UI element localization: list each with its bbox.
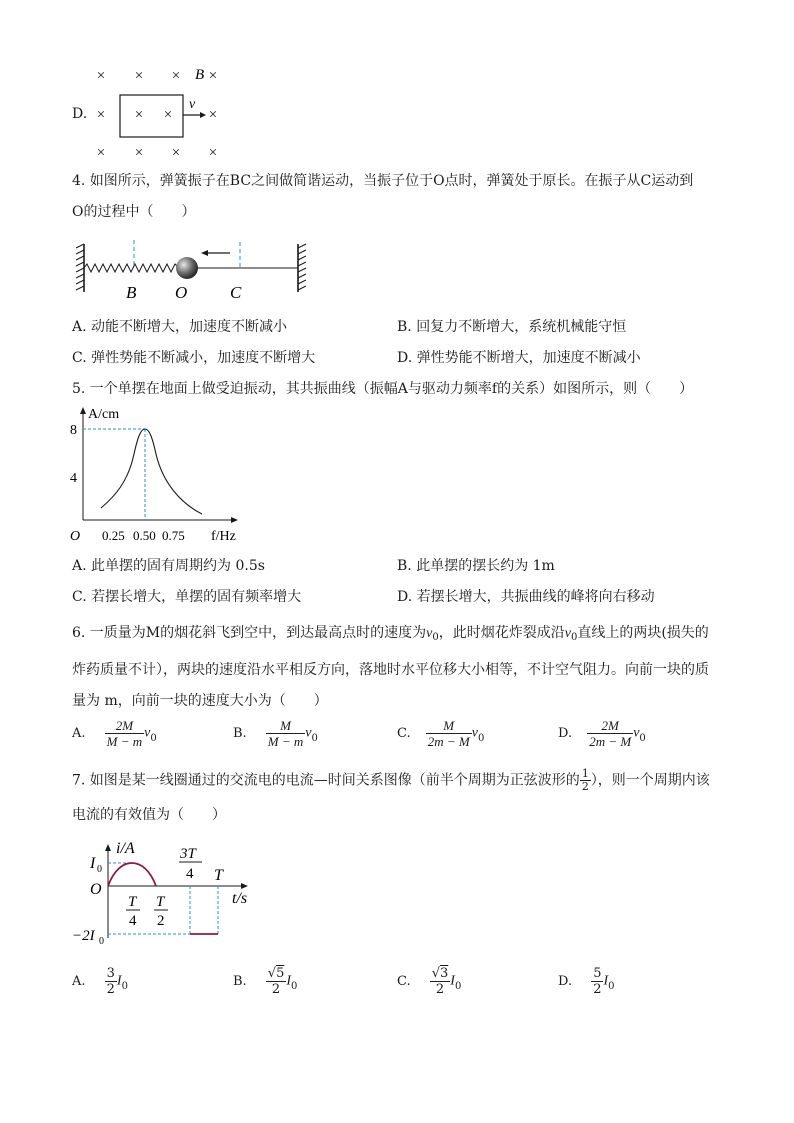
x-tick-050: 0.50 xyxy=(133,528,156,543)
label-o: O xyxy=(175,283,188,302)
q3-magnetic-field-figure xyxy=(88,62,228,162)
fraction: $\frac{M}{2m - M}$ xyxy=(427,718,470,749)
y-tick-8: 8 xyxy=(70,423,77,438)
fraction: $\frac{1}{2}$ xyxy=(581,767,589,793)
sine-half-wave xyxy=(108,863,156,886)
q7-option-a[interactable]: A. $\frac{3}{2}$ $I_0$ xyxy=(72,966,128,997)
q4-option-a[interactable]: A. 动能不断增大，加速度不断减小 xyxy=(72,319,288,335)
fraction: $\frac{2M}{2m - M}$ xyxy=(589,718,632,749)
q4-option-b[interactable]: B. 回复力不断增大，系统机械能守恒 xyxy=(397,319,627,335)
q6-line1-part2: ，此时烟花炸裂成沿 xyxy=(438,625,565,641)
x-axis-label: f/Hz xyxy=(211,529,236,544)
q7-option-b[interactable]: B. $\frac{√5}{2}$ $I_0$ xyxy=(233,966,298,997)
svg-text:0: 0 xyxy=(97,864,102,875)
tick-t4-den: 4 xyxy=(129,913,137,929)
field-mark: × xyxy=(96,68,106,84)
field-mark: × xyxy=(134,68,144,84)
y-tick-4: 4 xyxy=(70,471,77,486)
fraction: $\frac{√5}{2}$ xyxy=(267,966,285,997)
q6-option-a[interactable]: A. $\frac{2M}{M - m}$ $v_0$ xyxy=(72,718,157,749)
q7-question-line1: 7. 如图是某一线圈通过的交流电的电流—时间关系图像（前半个周期为正弦波形的 $\frac{1}{2}$ ），则一个周期内该 xyxy=(72,767,710,793)
resonance-curve xyxy=(101,429,202,514)
fraction: $\frac{√3}{2}$ xyxy=(431,966,449,997)
coil-rectangle xyxy=(120,95,183,137)
q7-current-time-graph xyxy=(70,836,270,948)
x-tick-025: 0.25 xyxy=(102,528,125,543)
y-axis-label: i/A xyxy=(116,840,135,857)
q6-option-d[interactable]: D. $\frac{2M}{2m - M}$ $v_0$ xyxy=(558,718,646,749)
q4-question-line1: 4. 如图所示，弹簧振子在BC之间做简谐运动，当振子位于O点时，弹簧处于原长。在振子从C运动到 xyxy=(72,173,694,189)
field-mark: × xyxy=(208,107,218,123)
origin-label: O xyxy=(90,881,102,898)
fraction: $\frac{M}{M - m}$ xyxy=(267,718,304,749)
velocity-label: v xyxy=(189,97,196,112)
q6-option-b[interactable]: B. $\frac{M}{M - m}$ $v_0$ xyxy=(233,718,318,749)
field-mark: × xyxy=(171,68,181,84)
q6-question-line1 xyxy=(72,624,709,647)
v0-sub: 0 xyxy=(432,632,439,643)
tick-3t4-den: 4 xyxy=(186,866,194,882)
tick-t2-num: T xyxy=(156,894,165,910)
q6-line1-part1: 6. 一质量为M的烟花斜飞到空中，到达最高点时的速度为 xyxy=(72,625,427,641)
field-mark: × xyxy=(208,145,218,161)
q6-option-c[interactable]: C. $\frac{M}{2m - M}$ $v_0$ xyxy=(397,718,485,749)
spring xyxy=(84,264,179,272)
q3-option-d-label: D. xyxy=(72,106,88,122)
q6-question-line2: 炸药质量不计），两块的速度沿水平相反方向，落地时水平位移大小相等，不计空气阻力。向前一块的质 xyxy=(72,662,709,678)
q6-line1-part3: 直线上的两块(损失的 xyxy=(577,625,709,641)
field-mark: × xyxy=(96,145,106,161)
i0-label: I xyxy=(90,855,96,872)
tick-3t4-num: 3T xyxy=(180,846,196,862)
label-c: C xyxy=(230,283,242,302)
svg-text:0: 0 xyxy=(99,936,104,947)
q4-question-line2: O的过程中（ ） xyxy=(72,204,196,220)
q5-question: 5. 一个单摆在地面上做受迫振动，其共振曲线（振幅A与驱动力频率f的关系）如图所示，则（ ） xyxy=(72,381,694,397)
neg-label: −2I xyxy=(72,928,95,944)
q4-option-c[interactable]: C. 弹性势能不断减小，加速度不断增大 xyxy=(72,350,316,366)
q5-option-a[interactable]: A. 此单摆的固有周期约为 0.5s xyxy=(72,558,265,574)
q4-option-d[interactable]: D. 弹性势能不断增大，加速度不断减小 xyxy=(397,350,641,366)
field-label-b: B xyxy=(195,67,205,83)
velocity-arrow-head xyxy=(200,112,206,118)
tick-t2-den: 2 xyxy=(157,913,165,929)
x-tick-075: 0.75 xyxy=(162,528,185,543)
field-mark: × xyxy=(208,68,218,84)
fraction: $\frac{5}{2}$ xyxy=(593,966,602,997)
fraction: $\frac{2M}{M - m}$ xyxy=(106,718,143,749)
q7-option-c[interactable]: C. $\frac{√3}{2}$ $I_0$ xyxy=(397,966,462,997)
y-axis-label: A/cm xyxy=(88,407,120,422)
q7-question-line2: 电流的有效值为（ ） xyxy=(72,807,226,823)
tick-t: T xyxy=(214,867,223,884)
q4-spring-oscillator-figure xyxy=(70,236,310,306)
q5-option-c[interactable]: C. 若摆长增大，单摆的固有频率增大 xyxy=(72,589,302,605)
q5-resonance-graph xyxy=(70,402,250,547)
field-mark: × xyxy=(134,145,144,161)
label-b: B xyxy=(126,283,137,302)
tick-t4-num: T xyxy=(128,894,137,910)
fraction: $\frac{3}{2}$ xyxy=(106,966,115,997)
field-mark: × xyxy=(96,107,106,123)
q6-question-line3: 量为 m，向前一块的速度大小为（ ） xyxy=(72,693,328,709)
motion-arrow-head xyxy=(201,250,208,256)
q5-option-d[interactable]: D. 若摆长增大，共振曲线的峰将向右移动 xyxy=(397,589,655,605)
origin-label: O xyxy=(70,529,81,544)
x-axis-label: t/s xyxy=(232,890,248,907)
field-mark: × xyxy=(134,107,144,123)
field-mark: × xyxy=(163,107,173,123)
oscillator-ball xyxy=(176,257,198,279)
v0-symbol: v xyxy=(426,626,433,641)
field-mark: × xyxy=(171,145,181,161)
q5-option-b[interactable]: B. 此单摆的摆长约为 1m xyxy=(397,558,555,574)
q7-option-d[interactable]: D. $\frac{5}{2}$ $I_0$ xyxy=(558,966,615,997)
v0-symbol: v xyxy=(564,626,571,641)
v0-sub: 0 xyxy=(570,632,578,643)
